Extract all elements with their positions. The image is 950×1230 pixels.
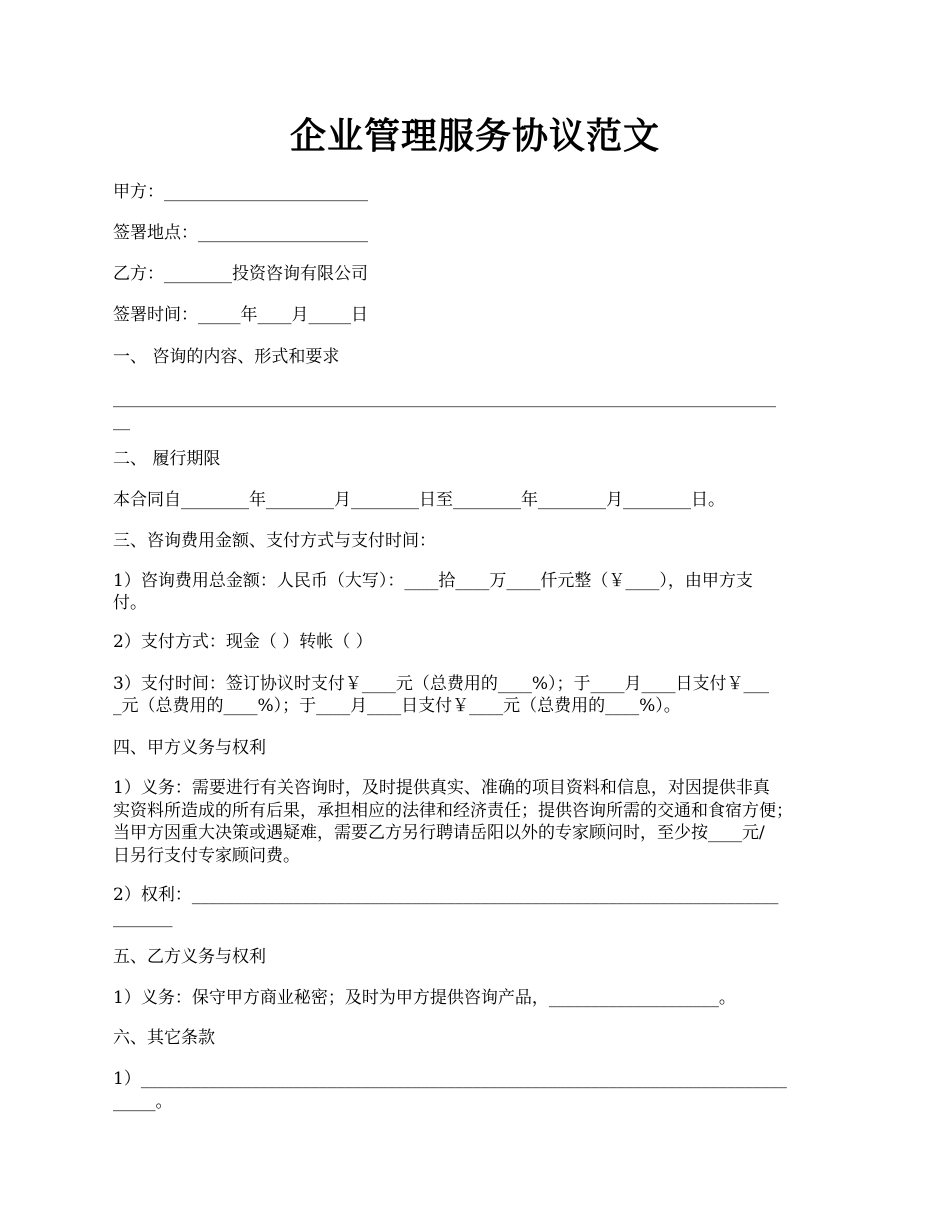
payment-time-line: 3）支付时间：签订协议时支付￥____元（总费用的____%）；于____月____日支付￥___	[113, 674, 769, 694]
signing-place-line: 签署地点：____________________	[113, 223, 368, 243]
consulting-content-blank-cont: __	[113, 411, 130, 431]
section-1-heading: 一、 咨询的内容、形式和要求	[113, 347, 340, 367]
other-terms-line: 1）____________________________________________________________________________	[113, 1069, 787, 1089]
party-a-rights-line: 2）权利：_____________________________________________________________________	[113, 885, 779, 905]
party-a-line: 甲方：________________________	[113, 182, 368, 202]
section-3-heading: 三、咨询费用金额、支付方式与支付时间：	[113, 531, 436, 551]
fee-total-line-cont: 付。	[113, 593, 147, 613]
payment-time-line-cont: _元（总费用的____%）；于____月____日支付￥____元（总费用的____%）。	[113, 696, 681, 716]
party-b-obligation-line: 1）义务：保守甲方商业秘密；及时为甲方提供咨询产品，____________________。	[113, 988, 736, 1008]
party-a-obligation-line-1: 1）义务：需要进行有关咨询时，及时提供真实、准确的项目资料和信息，对因提供非真	[113, 778, 770, 798]
party-a-obligation-line-3: 当甲方因重大决策或遇疑难，需要乙方另行聘请岳阳以外的专家顾问时，至少按____元/	[113, 823, 765, 843]
fee-total-line: 1）咨询费用总金额：人民币（大写）：____拾____万____仟元整（￥____），由甲方支	[113, 571, 753, 591]
section-4-heading: 四、甲方义务与权利	[113, 738, 266, 758]
payment-method-line: 2）支付方式：现金（ ）转帐（ ）	[113, 632, 373, 652]
section-6-heading: 六、其它条款	[113, 1028, 215, 1048]
other-terms-line-cont: _____。	[113, 1092, 173, 1112]
term-line: 本合同自________年________月________日至________年________月________日。	[113, 490, 725, 510]
party-a-obligation-line-2: 实资料所造成的所有后果，承担相应的法律和经济责任；提供咨询所需的交通和食宿方便；	[113, 801, 793, 821]
party-b-line: 乙方：________投资咨询有限公司	[113, 264, 368, 284]
party-a-rights-line-cont: _______	[113, 908, 173, 928]
document-title: 企业管理服务协议范文	[289, 115, 660, 157]
party-a-obligation-line-4: 日另行支付专家顾问费。	[113, 846, 300, 866]
signing-time-line: 签署时间：_____年____月_____日	[113, 305, 368, 325]
section-2-heading: 二、 履行期限	[113, 449, 221, 469]
consulting-content-blank: ______________________________________________________________________________	[113, 388, 776, 408]
section-5-heading: 五、乙方义务与权利	[113, 947, 266, 967]
